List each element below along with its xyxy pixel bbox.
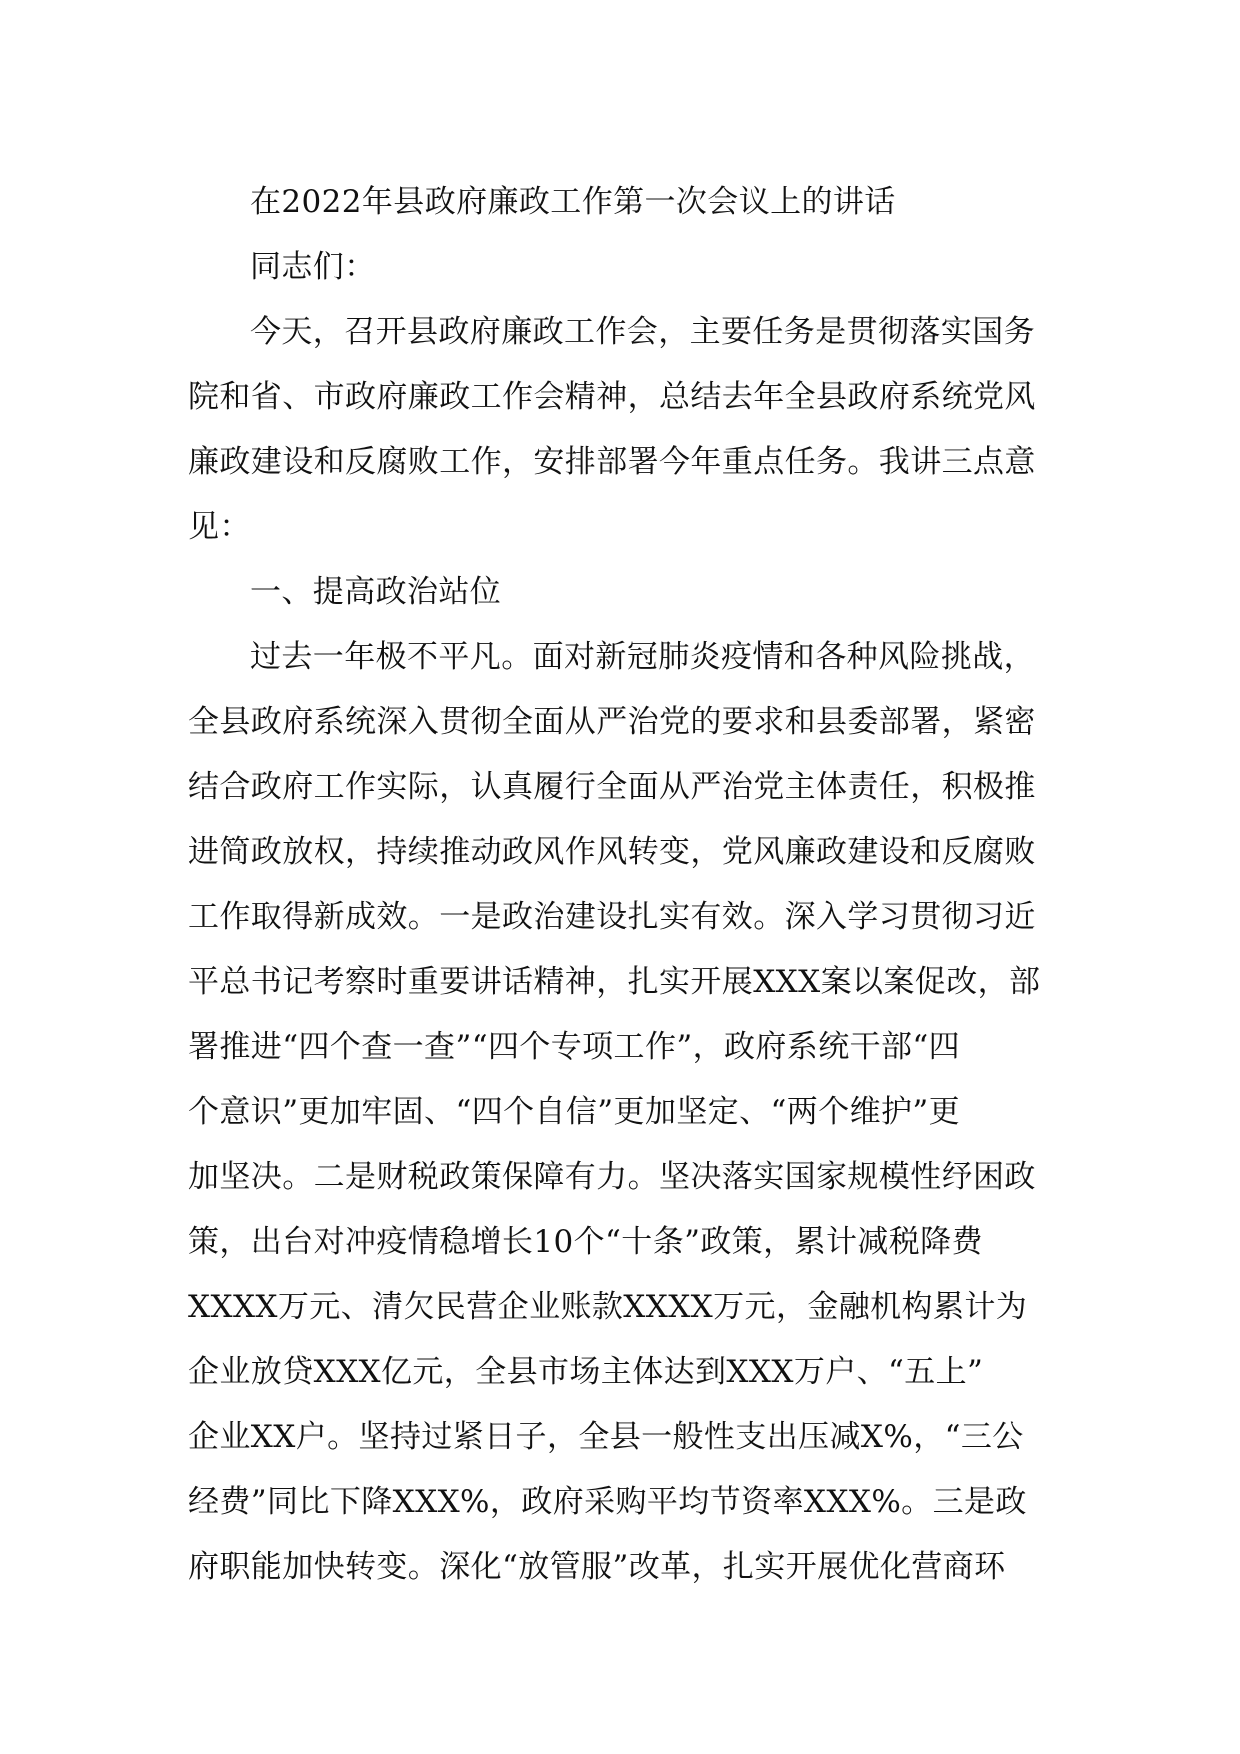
document-body xyxy=(188,170,1060,1600)
paragraph-line: XXXX万元、清欠民营企业账款XXXX万元，金融机构累计为 xyxy=(188,1289,1028,1325)
paragraph-line: 见： xyxy=(188,509,251,545)
paragraph-line: 府职能加快转变。深化“放管服”改革，扎实开展优化营商环 xyxy=(188,1549,1006,1585)
section-heading: 一、提高政治站位 xyxy=(250,574,502,610)
paragraph-intro xyxy=(188,300,1060,560)
paragraph-review xyxy=(188,625,1060,1600)
paragraph-line: 平总书记考察时重要讲话精神，扎实开展XXX案以案促改，部 xyxy=(188,964,1041,1000)
salutation: 同志们： xyxy=(250,249,376,285)
document-title: 在2022年县政府廉政工作第一次会议上的讲话 xyxy=(250,184,896,220)
paragraph-line: 结合政府工作实际，认真履行全面从严治党主体责任，积极推 xyxy=(188,769,1036,805)
paragraph-line: 今天，召开县政府廉政工作会，主要任务是贯彻落实国务 xyxy=(250,314,1035,350)
paragraph-line: 进简政放权，持续推动政风作风转变，党风廉政建设和反腐败 xyxy=(188,834,1036,870)
paragraph-line: 院和省、市政府廉政工作会精神，总结去年全县政府系统党风 xyxy=(188,379,1036,415)
paragraph-line: 策，出台对冲疫情稳增长10个“十条”政策，累计减税降费 xyxy=(188,1224,983,1260)
paragraph-line: 企业放贷XXX亿元，全县市场主体达到XXX万户、“五上” xyxy=(188,1354,984,1390)
paragraph-line: 全县政府系统深入贯彻全面从严治党的要求和县委部署，紧密 xyxy=(188,704,1036,740)
paragraph-line: 企业XX户。坚持过紧日子，全县一般性支出压减X%，“三公 xyxy=(188,1419,1024,1455)
paragraph-line: 署推进“四个查一查”“四个专项工作”，政府系统干部“四 xyxy=(188,1029,961,1065)
paragraph-line: 工作取得新成效。一是政治建设扎实有效。深入学习贯彻习近 xyxy=(188,899,1036,935)
paragraph-line: 加坚决。二是财税政策保障有力。坚决落实国家规模性纾困政 xyxy=(188,1159,1036,1195)
paragraph-line: 个意识”更加牢固、“四个自信”更加坚定、“两个维护”更 xyxy=(188,1094,961,1130)
paragraph-line: 经费”同比下降XXX%，政府采购平均节资率XXX%。三是政 xyxy=(188,1484,1027,1520)
paragraph-line: 廉政建设和反腐败工作，安排部署今年重点任务。我讲三点意 xyxy=(188,444,1036,480)
paragraph-line: 过去一年极不平凡。面对新冠肺炎疫情和各种风险挑战， xyxy=(250,639,1035,675)
